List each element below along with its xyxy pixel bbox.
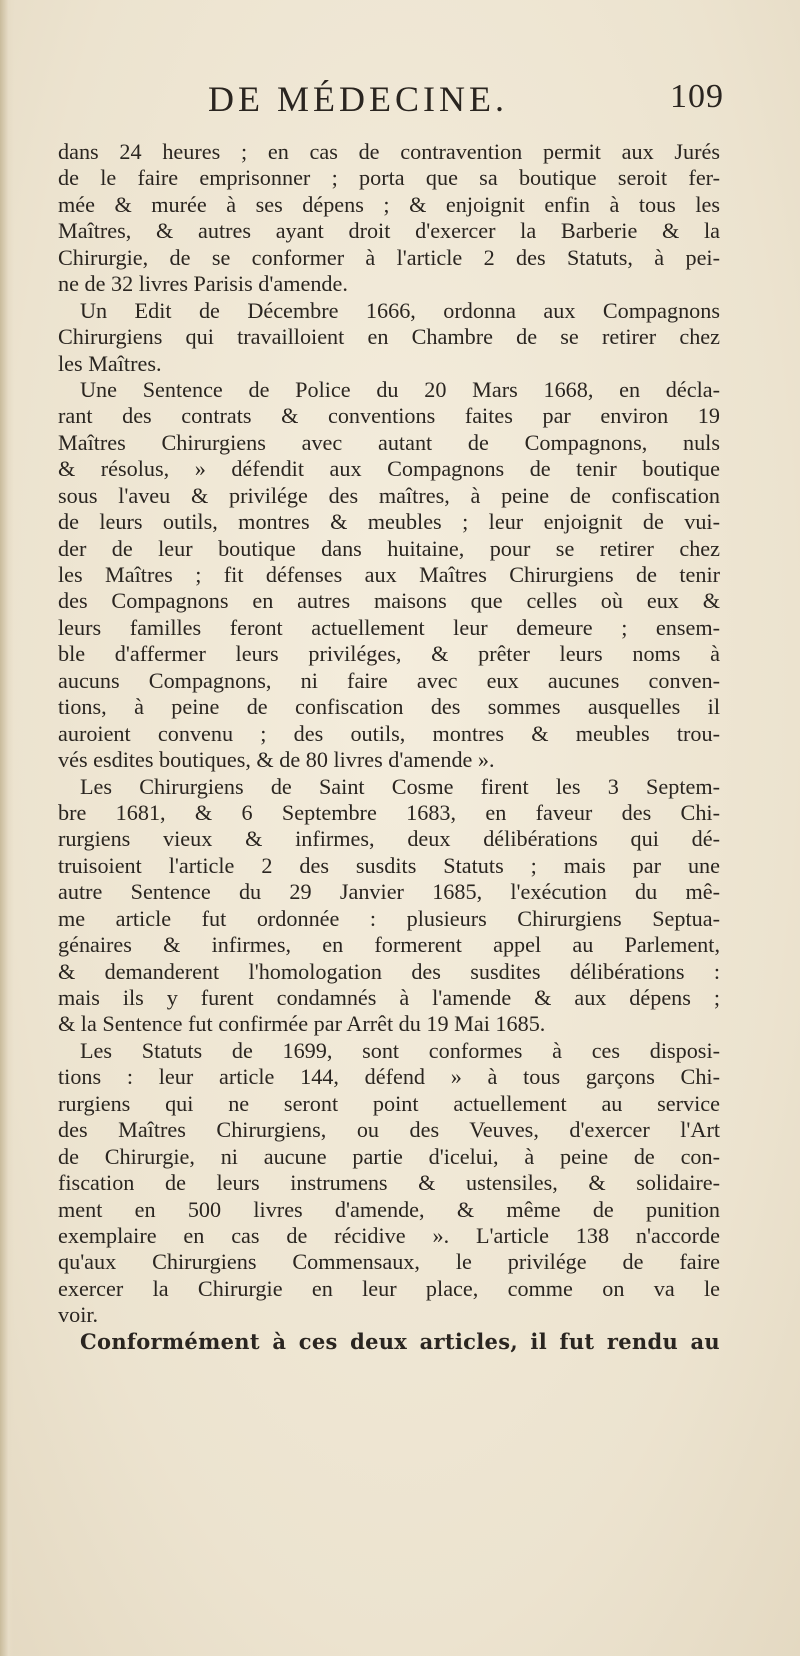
text-line: fiscation de leurs instrumens & ustensiles, & solidaire-: [58, 1170, 720, 1196]
text-line: Chirurgiens qui travailloient en Chambre de se retirer chez: [58, 324, 720, 350]
text-line: des Compagnons en autres maisons que celles où eux &: [58, 588, 720, 614]
text-line: & résolus, » défendit aux Compagnons de tenir boutique: [58, 456, 720, 482]
text-line: dans 24 heures ; en cas de contravention permit aux Jurés: [58, 139, 720, 164]
text-line: ne de 32 livres Parisis d'amende.: [58, 271, 348, 297]
text-line: tions : leur article 144, défend » à tous garçons Chi-: [58, 1064, 720, 1090]
text-line: aucuns Compagnons, ni faire avec eux aucunes conven-: [58, 667, 720, 693]
text-line: der de leur boutique dans huitaine, pour se retirer chez: [58, 535, 720, 561]
text-line: exemplaire en cas de récidive ». L'article 138 n'accorde: [58, 1222, 720, 1248]
catchline: Conformément à ces deux articles, il fut rendu au: [80, 1328, 720, 1354]
text-line: voir.: [58, 1302, 99, 1328]
paragraph-start: Une Sentence de Police du 20 Mars 1668, en décla-: [80, 376, 720, 402]
page-number: 109: [670, 78, 724, 115]
text-line: de le faire emprisonner ; porta que sa boutique seroit fer-: [58, 165, 720, 191]
text-line: les Maîtres.: [58, 350, 162, 376]
text-line: sous l'aveu & privilége des maîtres, à peine de confiscation: [58, 482, 720, 508]
text-line: les Maîtres ; fit défenses aux Maîtres Chirurgiens de tenir: [58, 562, 720, 587]
text-line: truisoient l'article 2 des susdits Statuts ; mais par une: [58, 852, 720, 878]
paragraph-start: Les Chirurgiens de Saint Cosme firent les 3 Septem-: [80, 773, 720, 799]
text-line: tions, à peine de confiscation des sommes ausquelles il: [58, 694, 720, 720]
running-head: DE MÉDECINE.: [208, 79, 508, 119]
text-line: exercer la Chirurgie en leur place, comme on va le: [58, 1275, 720, 1301]
text-line: bre 1681, & 6 Septembre 1683, en faveur des Chi-: [58, 799, 720, 825]
paragraph-start: Les Statuts de 1699, sont conformes à ces disposi-: [80, 1037, 720, 1063]
text-line: Maîtres, & autres ayant droit d'exercer la Barberie & la: [58, 218, 720, 244]
text-line: génaires & infirmes, en formerent appel au Parlement,: [58, 932, 720, 958]
text-line: de Chirurgie, ni aucune partie d'icelui, à peine de con-: [58, 1143, 720, 1169]
text-line: autre Sentence du 29 Janvier 1685, l'exécution du mê-: [58, 879, 720, 905]
text-line: de leurs outils, montres & meubles ; leur enjoignit de vui-: [58, 509, 720, 535]
text-line: leurs familles feront actuellement leur demeure ; ensem-: [58, 614, 720, 640]
text-line: Chirurgie, de se conformer à l'article 2 des Statuts, à pei-: [58, 244, 720, 270]
page-gutter-shadow: [0, 0, 14, 1656]
text-line: ment en 500 livres d'amende, & même de punition: [58, 1196, 720, 1222]
text-line: rurgiens vieux & infirmes, deux délibérations qui dé-: [58, 826, 720, 852]
text-line: auroient convenu ; des outils, montres & meubles trou-: [58, 720, 720, 746]
text-line: des Maîtres Chirurgiens, ou des Veuves, d'exercer l'Art: [58, 1117, 720, 1143]
body-text: [58, 139, 720, 1355]
text-line: Maîtres Chirurgiens avec autant de Compagnons, nuls: [58, 429, 720, 455]
text-line: ble d'affermer leurs priviléges, & prêter leurs noms à: [58, 641, 720, 667]
text-line: mée & murée à ses dépens ; & enjoignit enfin à tous les: [58, 191, 720, 217]
text-line: rant des contrats & conventions faites par environ 19: [58, 403, 720, 429]
text-line: & demanderent l'homologation des susdites délibérations :: [58, 958, 720, 984]
text-line: rurgiens qui ne seront point actuellement au service: [58, 1090, 720, 1116]
text-line: vés esdites boutiques, & de 80 livres d'amende ».: [58, 747, 495, 773]
paragraph-start: Un Edit de Décembre 1666, ordonna aux Compagnons: [80, 297, 720, 323]
text-line: qu'aux Chirurgiens Commensaux, le privilége de faire: [58, 1249, 720, 1275]
text-line: & la Sentence fut confirmée par Arrêt du 19 Mai 1685.: [58, 1011, 546, 1037]
text-line: mais ils y furent condamnés à l'amende & aux dépens ;: [58, 985, 720, 1010]
page-header: [58, 78, 724, 124]
text-line: me article fut ordonnée : plusieurs Chirurgiens Septua-: [58, 905, 720, 931]
